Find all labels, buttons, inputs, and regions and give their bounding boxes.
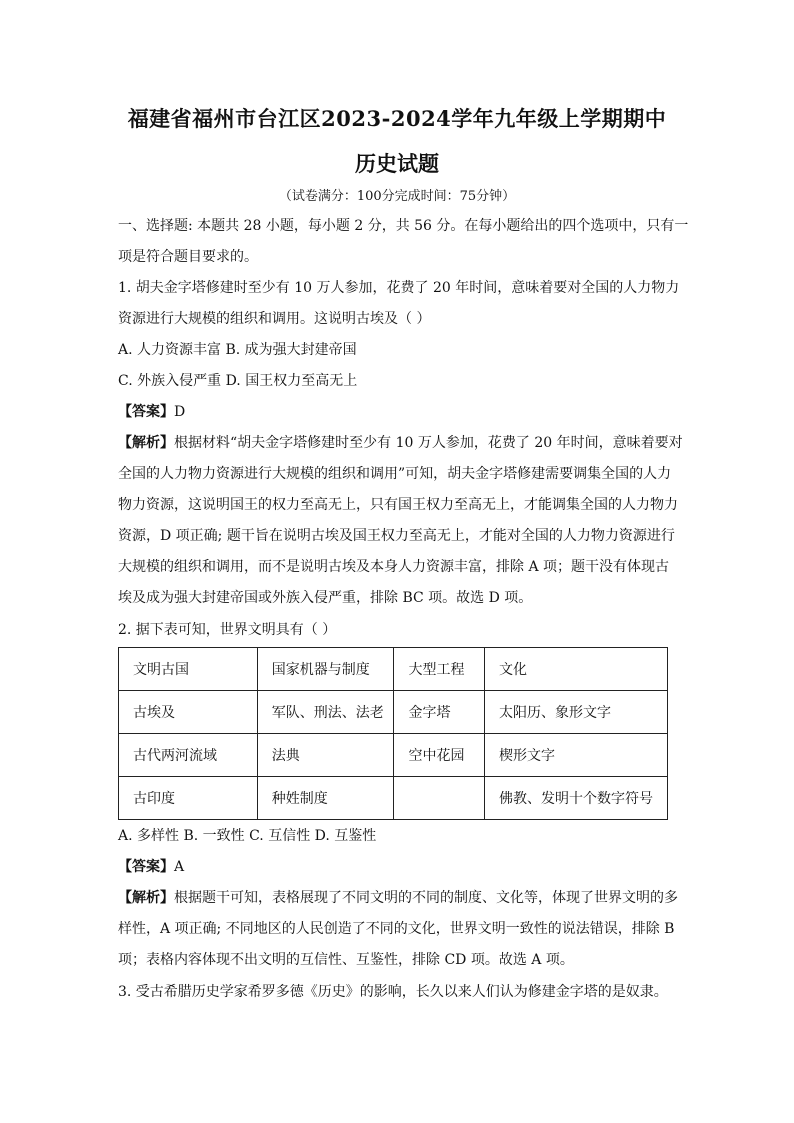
q1-analysis-line: 资源，D 项正确; 题干旨在说明古埃及国王权力至高无上，才能对全国的人力物力资源进行 [118,528,675,544]
answer-value: D [174,404,186,420]
page-title: 福建省福州市台江区2023-2024学年九年级上学期期中 [127,106,667,131]
table-cell: 金字塔 [394,691,484,734]
table-header-row [119,648,668,691]
q1-options-line: C. 外族入侵严重 D. 国王权力至高无上 [118,373,358,389]
analysis-label: 【解析】 [118,435,174,451]
section-intro-line: 项是符合题目要求的。 [118,249,258,265]
q3-stem: 3. 受古希腊历史学家希罗多德《历史》的影响，长久以来人们认为修建金字塔的是奴隶。 [118,984,668,1000]
table-cell: 种姓制度 [257,777,394,820]
q2-analysis-line [118,883,678,914]
table-cell: 楔形文字 [484,734,667,777]
q1-options-line: A. 人力资源丰富 B. 成为强大封建帝国 [118,342,357,358]
analysis-label: 【解析】 [118,890,174,906]
table-header-cell: 大型工程 [394,648,484,691]
q2-analysis-line: 项；表格内容体现不出文明的互信性、互鉴性，排除 CD 项。故选 A 项。 [118,952,574,968]
table-cell: 军队、刑法、法老 [257,691,394,734]
q2-analysis-line: 样性，A 项正确; 不同地区的人民创造了不同的文化，世界文明一致性的说法错误，排除 B [118,921,675,937]
table-row [119,691,668,734]
table-cell: 古代两河流域 [119,734,258,777]
table-header-cell: 国家机器与制度 [257,648,394,691]
answer-value: A [174,859,185,875]
table-cell: 古埃及 [119,691,258,734]
table-header-cell: 文明古国 [119,648,258,691]
q2-stem: 2. 据下表可知，世界文明具有（ ） [118,622,337,638]
analysis-text: 根据材料“胡夫金字塔修建时至少有 10 万人参加，花费了 20 年时间，意味着要对 [174,435,683,451]
exam-info: （试卷满分：100分完成时间：75分钟） [278,189,516,204]
q1-analysis-line: 大规模的组织和调用，而不是说明古埃及本身人力资源丰富，排除 A 项；题干没有体现古 [118,559,670,575]
q1-analysis-line: 埃及成为强大封建帝国或外族入侵严重，排除 BC 项。故选 D 项。 [118,590,533,606]
table-cell: 空中花园 [394,734,484,777]
answer-label: 【答案】 [118,859,174,875]
table-cell: 太阳历、象形文字 [484,691,667,734]
table-row [119,734,668,777]
table-header-cell: 文化 [484,648,667,691]
page-subtitle: 历史试题 [355,151,439,176]
table-cell [394,777,484,820]
table-cell: 法典 [257,734,394,777]
table-row [119,777,668,820]
q2-answer [118,852,678,883]
q1-analysis-line: 全国的人力物力资源进行大规模的组织和调用”可知，胡夫金字塔修建需要调集全国的人力 [118,466,672,482]
section-intro-line: 一、选择题: 本题共 28 小题，每小题 2 分，共 56 分。在每小题给出的四个选项中，只有一 [118,218,689,234]
q1-analysis-line: 物力资源，这说明国王的权力至高无上，只有国王权力至高无上，才能调集全国的人力物力 [118,497,678,513]
q1-stem-line: 1. 胡夫金字塔修建时至少有 10 万人参加，花费了 20 年时间，意味着要对全国的人力物力 [118,280,680,296]
civilization-table [118,647,668,820]
q1-analysis-line [118,428,683,459]
q1-answer [118,397,678,428]
table-cell: 佛教、发明十个数字符号 [484,777,667,820]
answer-label: 【答案】 [118,404,174,420]
analysis-text: 根据题干可知，表格展现了不同文明的不同的制度、文化等，体现了世界文明的多 [174,890,678,906]
table-cell: 古印度 [119,777,258,820]
q2-options-line: A. 多样性 B. 一致性 C. 互信性 D. 互鉴性 [118,828,377,844]
q1-stem-line: 资源进行大规模的组织和调用。这说明古埃及（ ） [118,311,431,327]
